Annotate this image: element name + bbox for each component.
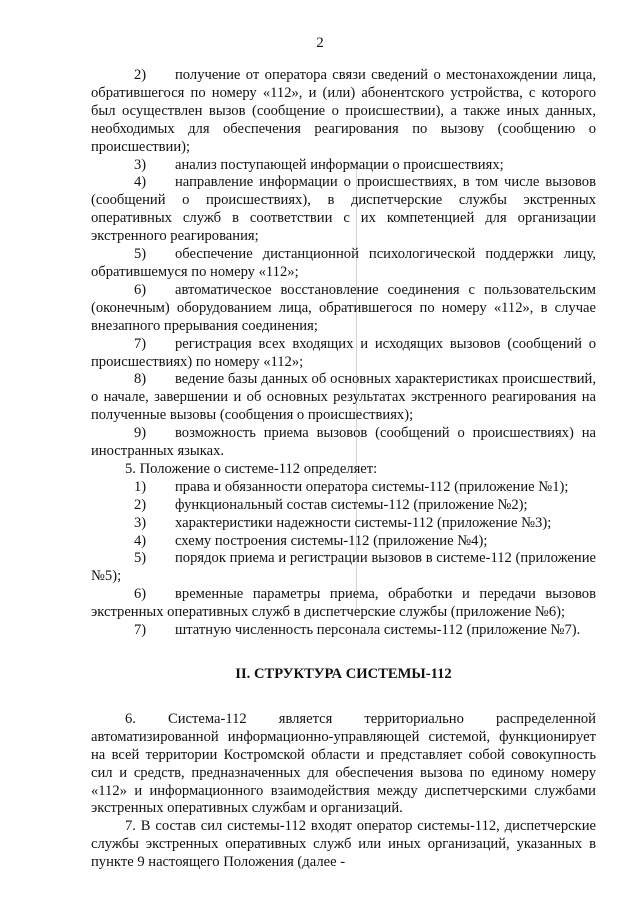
list-item-text: функциональный состав системы-112 (приложение №2);: [175, 496, 528, 513]
list-item-text: характеристики надежности системы-112 (приложение №3);: [175, 514, 552, 531]
list-item: [91, 550, 596, 586]
list-item: [91, 371, 596, 425]
list-item-number: 3): [134, 156, 147, 173]
list-item-text: схему построения системы-112 (приложение №4);: [175, 532, 488, 549]
list-item-number: 3): [134, 514, 147, 531]
list-item-number: 7): [134, 622, 147, 639]
list-item-number: 6): [134, 281, 147, 298]
list-item: [91, 174, 596, 246]
list-item: [91, 622, 596, 640]
list-item: [91, 479, 596, 497]
list-item-text: регистрация всех входящих и исходящих вызовов (сообщений о происшествиях) по номеру «112»;: [91, 335, 596, 370]
list-item: [91, 497, 596, 515]
section-heading: II. СТРУКТУРА СИСТЕМЫ-112: [235, 666, 452, 682]
list-item-number: 2): [134, 67, 147, 83]
list-item-text: штатную численность персонала системы-112 (приложение №7).: [175, 622, 581, 639]
list-item-text: порядок приема и регистрации вызовов в системе-112 (приложение №5);: [91, 550, 596, 585]
list-item-number: 9): [134, 425, 147, 442]
list-item-number: 7): [134, 335, 147, 352]
paragraph-5: 5. Положение о системе-112 определяет:: [125, 460, 378, 477]
page-number: 2: [316, 35, 324, 51]
list-item-number: 4): [134, 532, 147, 549]
list-item-text: направление информации о происшествиях, в том числе вызовов (сообщений о происшествиях), в диспетчерские службы экстренных оперативных служб в соответствии с их компетенцией для организации экстренного реагирования;: [91, 174, 596, 245]
list-item-number: 5): [134, 246, 147, 263]
document-body: [91, 67, 596, 872]
list-item: [91, 67, 596, 157]
list-item: [91, 282, 596, 336]
list-item-number: 8): [134, 371, 147, 388]
list-item-text: обеспечение дистанционной психологической поддержки лицу, обратившемуся по номеру «112»;: [91, 246, 596, 280]
list-item: [91, 336, 596, 372]
list-item-text: получение от оператора связи сведений о местонахождении лица, обратившегося по номеру «112», и (или) абонентского устройства, с которого был осуществлен вызов (сообщение о происшествии), а также иных данных, необходимых для обеспечения реагирования по вызову (сообщению о происшествии);: [91, 67, 596, 155]
list-item-number: 1): [134, 478, 147, 495]
list-item-text: временные параметры приема, обработки и передачи вызовов экстренных оперативных служб в диспетчерские службы (приложение №6);: [91, 586, 596, 621]
list-item-number: 2): [134, 496, 147, 513]
list-item: [91, 586, 596, 622]
list-item-number: 5): [134, 550, 147, 567]
paragraph-6: 6. Система-112 является территориально распределенной автоматизированной информационно-управляющей системой, функционирует на всей территории Костромской области и представляет собой совокупность сил и средств, предназначенных для обеспечения вызова по единому номеру «112» и информационного взаимодействия между диспетчерскими службами экстренных оперативных службам и организаций.: [91, 710, 596, 817]
list-item-text: права и обязанности оператора системы-112 (приложение №1);: [175, 478, 569, 495]
list-item: [91, 515, 596, 533]
list-item: [91, 157, 596, 175]
list-item-text: анализ поступающей информации о происшествиях;: [175, 156, 504, 173]
list-item: [91, 533, 596, 551]
regulation-contents-list: [91, 479, 596, 640]
list-item-text: автоматическое восстановление соединения с пользовательским (оконечным) оборудованием лица, обратившегося по номеру «112», в случае внезапного прерывания соединения;: [91, 281, 596, 334]
list-item-number: 6): [134, 586, 147, 603]
list-item: [91, 425, 596, 461]
list-item-text: ведение базы данных об основных характеристиках происшествий, о начале, завершении и об основных результатах экстренного реагирования на полученные вызовы (сообщения о происшествиях);: [91, 371, 596, 424]
list-item-number: 4): [134, 174, 147, 191]
paragraph-7: 7. В состав сил системы-112 входят оператор системы-112, диспетчерские службы экстренных оперативных служб или иных организаций, указанных в пункте 9 настоящего Положения (далее -: [91, 818, 596, 871]
functions-list: [91, 67, 596, 461]
list-item: [91, 246, 596, 282]
list-item-text: возможность приема вызовов (сообщений о происшествиях) на иностранных языках.: [91, 425, 596, 460]
